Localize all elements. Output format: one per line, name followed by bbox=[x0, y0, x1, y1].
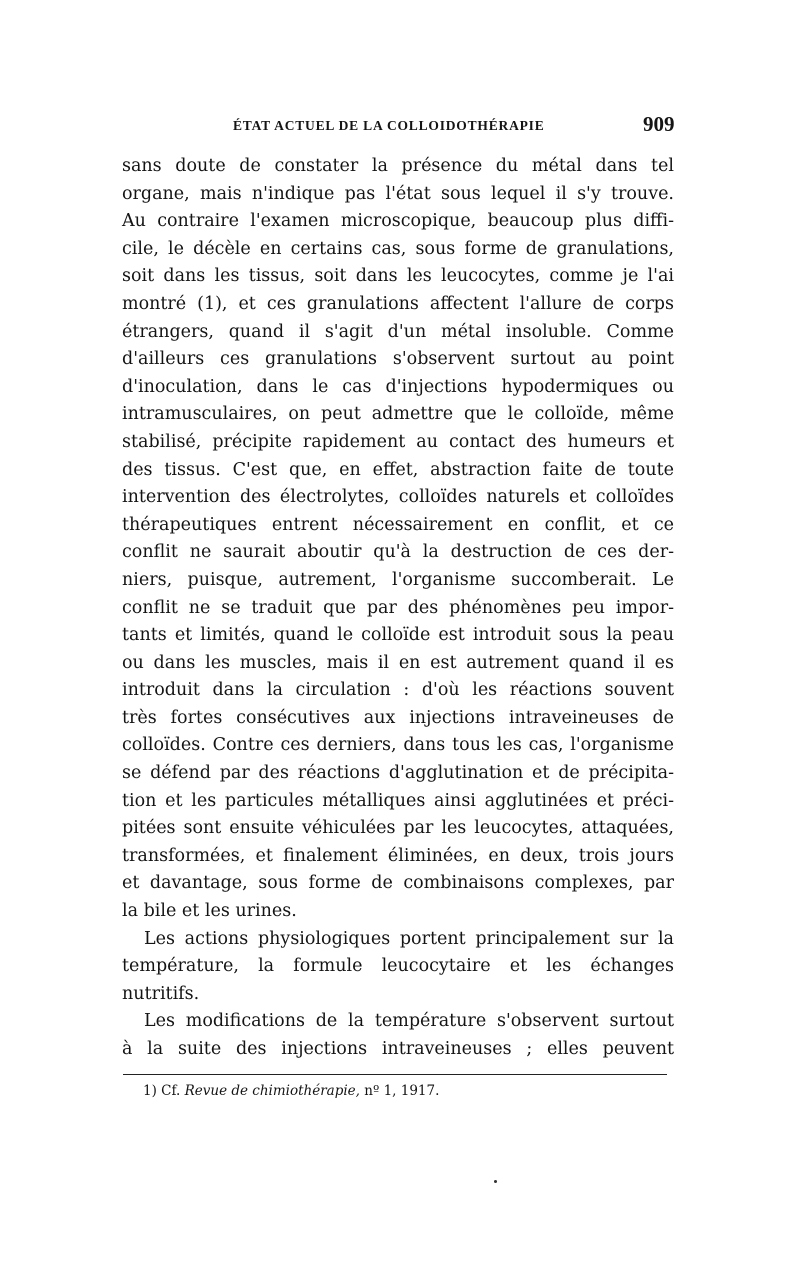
footnote-marker: 1) Cf. bbox=[143, 1083, 181, 1099]
text-line: des tissus. C'est que, en effet, abstraction faite de toute bbox=[122, 459, 674, 480]
text-line: cile, le décèle en certains cas, sous forme de granulations, bbox=[122, 238, 674, 259]
text-line: se défend par des réactions d'agglutination et de précipita- bbox=[122, 763, 674, 784]
paragraph-start-line: Les actions physiologiques portent principalement sur la bbox=[144, 928, 674, 949]
text-line: d'ailleurs ces granulations s'observent surtout au point bbox=[122, 349, 674, 370]
text-line: tion et les particules métalliques ainsi agglutinées et préci- bbox=[122, 790, 674, 811]
text-line: intramusculaires, on peut admettre que le colloïde, même bbox=[122, 404, 674, 425]
text-line: conflit ne saurait aboutir qu'à la destruction de ces der- bbox=[122, 542, 674, 563]
footnote-divider bbox=[123, 1074, 667, 1075]
text-line: pitées sont ensuite véhiculées par les leucocytes, attaquées, bbox=[122, 818, 674, 839]
text-line: niers, puisque, autrement, l'organisme succomberait. Le bbox=[122, 569, 674, 590]
text-line: et davantage, sous forme de combinaisons complexes, par bbox=[122, 873, 674, 894]
page-header bbox=[233, 110, 683, 140]
text-line: organe, mais n'indique pas l'état sous lequel il s'y trouve. bbox=[122, 183, 674, 204]
text-line: tants et limités, quand le colloïde est introduit sous la peau bbox=[122, 625, 674, 646]
text-line: la bile et les urines. bbox=[122, 901, 297, 922]
text-line: d'inoculation, dans le cas d'injections hypodermiques ou bbox=[122, 376, 674, 397]
footnote-issue: nº 1, 1917. bbox=[364, 1083, 440, 1099]
text-line: thérapeutiques entrent nécessairement en conflit, et ce bbox=[122, 514, 674, 535]
text-line: Au contraire l'examen microscopique, beaucoup plus diffi- bbox=[122, 211, 674, 232]
text-line: ou dans les muscles, mais il en est autrement quand il es bbox=[122, 652, 674, 673]
text-line: soit dans les tissus, soit dans les leucocytes, comme je l'ai bbox=[122, 266, 674, 287]
running-head: ÉTAT ACTUEL DE LA COLLOIDOTHÉRAPIE bbox=[233, 118, 545, 133]
footnote bbox=[143, 1080, 439, 1102]
text-line: introduit dans la circulation : d'où les réactions souvent bbox=[122, 680, 674, 701]
text-line: sans doute de constater la présence du métal dans tel bbox=[122, 156, 674, 176]
footnote-source: Revue de chimiothérapie, bbox=[184, 1083, 360, 1099]
print-speck bbox=[494, 1180, 497, 1183]
text-line: température, la formule leucocytaire et les échanges bbox=[122, 956, 674, 977]
body-text bbox=[122, 153, 674, 1064]
text-line: colloïdes. Contre ces derniers, dans tous les cas, l'organisme bbox=[122, 735, 674, 756]
paragraph-start-line: Les modifications de la température s'observent surtout bbox=[144, 1011, 674, 1032]
text-line: intervention des électrolytes, colloïdes naturels et colloïdes bbox=[122, 487, 674, 508]
page-number: 909 bbox=[643, 112, 675, 136]
text-line: montré (1), et ces granulations affectent l'allure de corps bbox=[122, 293, 674, 314]
text-line: conflit ne se traduit que par des phénomènes peu impor- bbox=[122, 597, 674, 618]
text-line: très fortes consécutives aux injections intraveineuses de bbox=[122, 707, 674, 728]
text-line: à la suite des injections intraveineuses ; elles peuvent bbox=[122, 1039, 674, 1059]
text-line: stabilisé, précipite rapidement au contact des humeurs et bbox=[122, 431, 674, 452]
text-line: nutritifs. bbox=[122, 983, 200, 1004]
text-line: transformées, et finalement éliminées, en deux, trois jours bbox=[122, 845, 674, 866]
text-line: étrangers, quand il s'agit d'un métal insoluble. Comme bbox=[122, 321, 674, 342]
